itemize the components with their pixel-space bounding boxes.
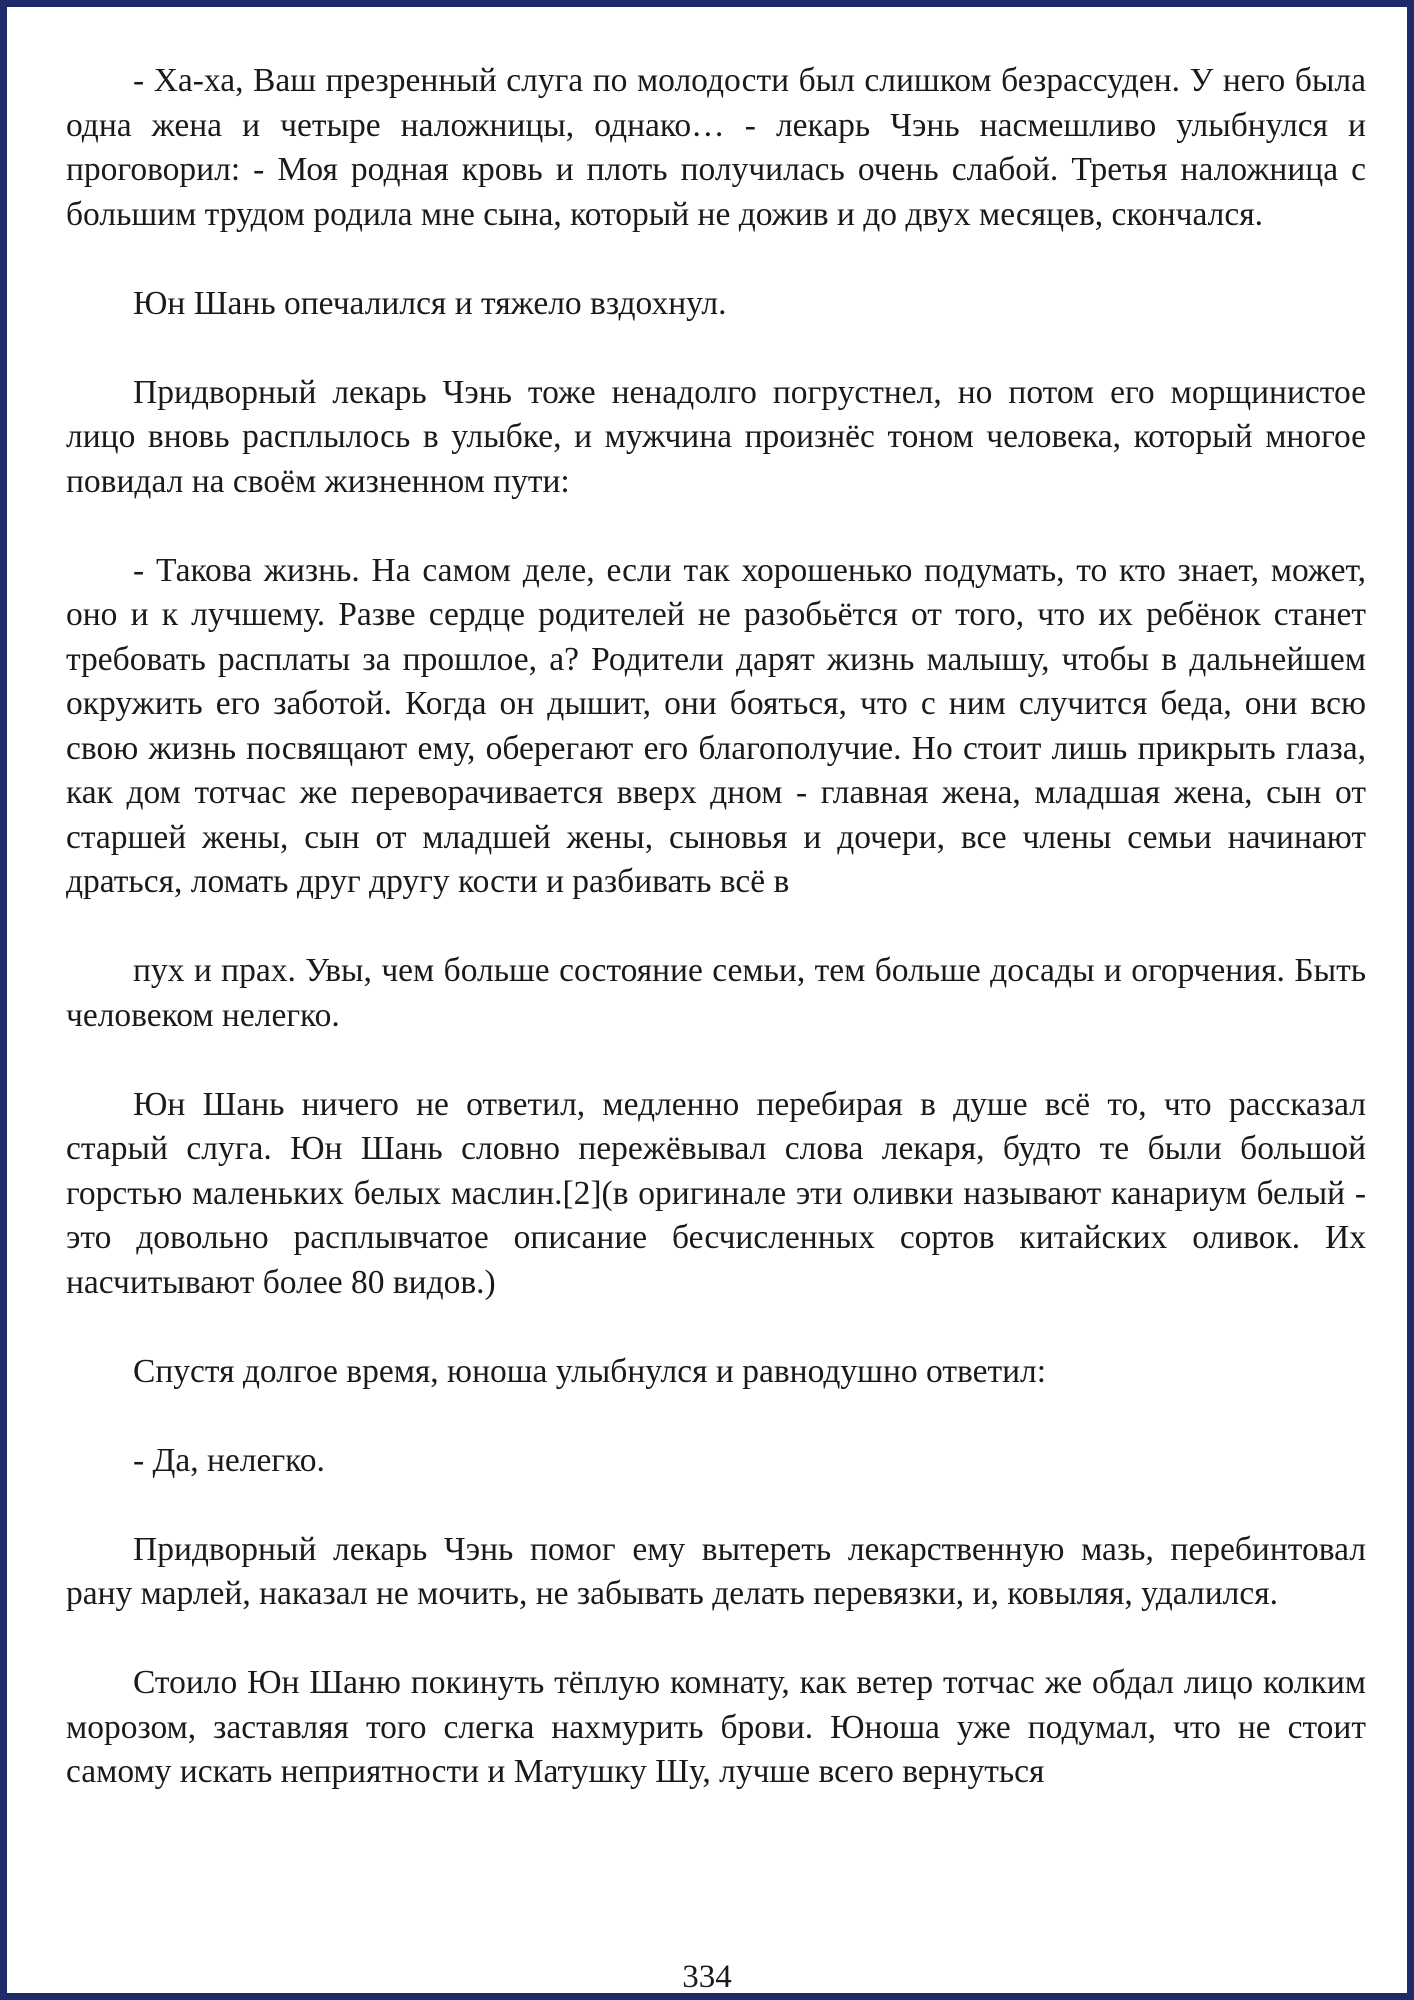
paragraph-6: Юн Шань ничего не ответил, медленно перебирая в душе всё то, что рассказал старый слуга. Юн Шань словно пережёвывал слова лекаря, будто те были большой горстью маленьких белых маслин.[2](в оригинале эти оливки называют канариум белый - это довольно расплывчатое описание бесчисленных сортов китайских оливок. Их насчитывают более 80 видов.) [66, 1085, 1366, 1301]
paragraph-10: Стоило Юн Шаню покинуть тёплую комнату, как ветер тотчас же обдал лицо колким морозом, заставляя того слегка нахмурить брови. Юноша уже подумал, что не стоит самому искать неприятности и Матушку Шу, лучше всего вернуться [66, 1664, 1366, 1790]
paragraph-4: - Такова жизнь. На самом деле, если так хорошенько подумать, то кто знает, может, оно и к лучшему. Разве сердце родителей не разобьётся от того, что их ребёнок станет требовать расплаты за прошлое, а? Родители дарят жизнь малышу, чтобы в дальнейшем окружить его заботой. Когда он дышит, они бояться, что с ним случится беда, они всю свою жизнь посвящают ему, оберегают его благополучие. Но стоит лишь прикрыть глаза, как дом тотчас же переворачивается вверх дном - главная жена, младшая жена, сын от старшей жены, сын от младшей жены, сыновья и дочери, все члены семьи начинают драться, ломать друг другу кости и разбивать всё в [66, 551, 1366, 900]
paragraph-5: пух и прах. Увы, чем больше состояние семьи, тем больше досады и огорчения. Быть человеком нелегко. [66, 952, 1366, 1034]
page-number: 334 [682, 1959, 732, 1995]
paragraph-2: Юн Шань опечалился и тяжело вздохнул. [133, 284, 727, 322]
paragraph-8: - Да, нелегко. [133, 1441, 325, 1479]
paragraph-1: - Ха-ха, Ваш презренный слуга по молодости был слишком безрассуден. У него была одна жена и четыре наложницы, однако… - лекарь Чэнь насмешливо улыбнулся и проговорил: - Моя родная кровь и плоть получилась очень слабой. Третья наложница с большим трудом родила мне сына, который не дожив и до двух месяцев, скончался. [66, 62, 1366, 233]
paragraph-9: Придворный лекарь Чэнь помог ему вытереть лекарственную мазь, перебинтовал рану марлей, наказал не мочить, не забывать делать перевязки, и, ковыляя, удалился. [66, 1530, 1366, 1612]
paragraph-3: Придворный лекарь Чэнь тоже ненадолго погрустнел, но потом его морщинистое лицо вновь расплылось в улыбке, и мужчина произнёс тоном человека, который многое повидал на своём жизненном пути: [66, 373, 1366, 500]
document-body [66, 59, 1366, 1839]
paragraph-7: Спустя долгое время, юноша улыбнулся и равнодушно ответил: [133, 1352, 1047, 1390]
